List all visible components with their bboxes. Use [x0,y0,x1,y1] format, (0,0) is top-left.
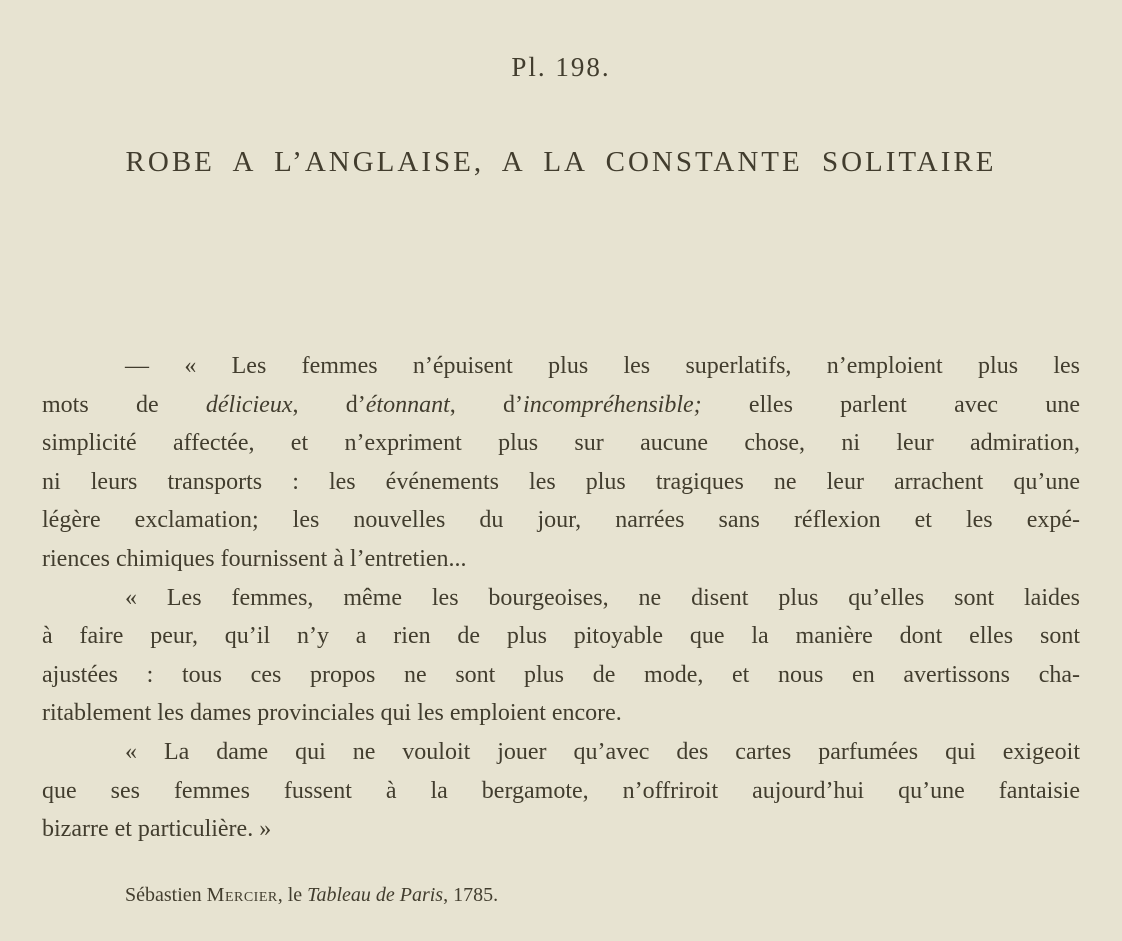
text-segment: , d’ [449,391,524,418]
citation-author-surname: Mercier [206,884,278,906]
text-line: simplicité affectée, et n’expriment plus sur aucune chose, ni leur admiration, [42,430,1080,457]
source-citation [125,884,498,907]
text-line: ritablement les dames provinciales qui les emploient encore. [42,700,622,727]
citation-work-title: Tableau de Paris [307,884,444,906]
text-line [42,386,1080,425]
plate-number: Pl. 198. [511,52,611,82]
italic-text: délicieux [205,391,293,418]
text-segment: elles parlent avec une [701,391,1080,418]
text-line: « La dame qui ne vouloit jouer qu’avec des cartes parfumées qui exigeoit [125,738,1080,765]
citation-year: , 1785. [443,884,499,906]
text-line: riences chimiques fournissent à l’entretien... [42,545,467,572]
document-title: ROBE A L’ANGLAISE, A LA CONSTANTE SOLITAIRE [125,146,997,178]
text-line: légère exclamation; les nouvelles du jour, narrées sans réflexion et les expé- [42,507,1080,534]
text-line: que ses femmes fussent à la bergamote, n’offriroit aujourd’hui qu’une fantaisie [42,777,1080,804]
text-line: à faire peur, qu’il n’y a rien de plus pitoyable que la manière dont elles sont [42,623,1080,650]
text-line: « Les femmes, même les bourgeoises, ne disent plus qu’elles sont laides [125,584,1080,611]
text-line: — « Les femmes n’épuisent plus les superlatifs, n’emploient plus les [125,353,1080,379]
italic-text: étonnant [365,391,450,418]
citation-separator: , le [277,884,308,906]
text-line: ni leurs transports : les événements les plus tragiques ne leur arrachent qu’une [42,468,1080,495]
text-line: bizarre et particulière. » [42,816,272,843]
body-text [42,347,1080,849]
italic-text: incompréhensible; [523,391,702,418]
citation-author-first: Sébastien [125,884,207,906]
text-segment: mots de [42,391,206,418]
text-segment: , d’ [292,391,366,418]
text-line: ajustées : tous ces propos ne sont plus de mode, et nous en avertissons cha- [42,661,1080,688]
